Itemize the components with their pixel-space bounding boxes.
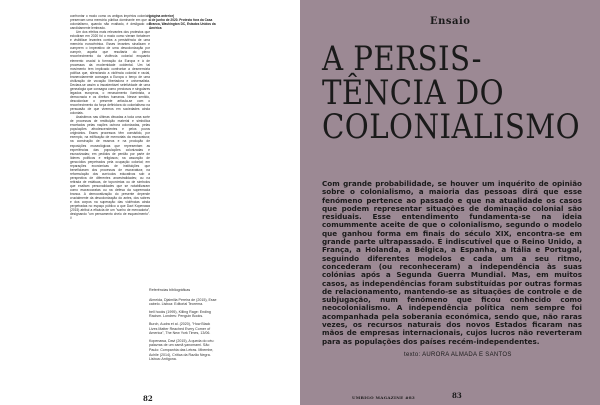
references-section bbox=[149, 288, 219, 365]
section-label: Ensaio bbox=[430, 16, 471, 27]
body-paragraph: Um dos efeitos mais relevantes dos protestos que eclodiram em 2020 foi o modo como vieram fortalecer e visibilizar levantes contra a persistência de uma memória eurocêntrica. Esses levantes sinalizam e cumprem o imperativo de uma descolonização por cumprir, aquela que resultaria do pleno reconhecimento da violência colonial enquanto elemento crucial à formação da Europa e à de processos da modernidade ocidental. Um tal movimento tem implicado confrontar a desmemória política que, silenciando a violência colonial e racial, branevolamente consagra a Europa o berço de uma civilização de vocação libertadora e universalista. Declara-se assim a insustentável seletividade de uma genealogia que consagra como preciosos e singulares legados europeus, o renascimento iluminista, a democracia e os direitos humanos. Nesse sentido, descolonizar o presente articula-se com o reconhecimento da força definidora do colonialismo na persuasão de que vivemos em sociedades ainda coloniais. bbox=[70, 30, 150, 116]
photo-caption bbox=[149, 14, 221, 30]
body-text-column bbox=[70, 14, 150, 220]
page-number-left: 82 bbox=[143, 394, 153, 403]
reference-item: Burch, Audra et al. (2020), "How Black Lives Matter Reached Every Corner of America", The New York Times, 13/06. bbox=[149, 321, 211, 336]
title-line: COLONIALISMO bbox=[322, 107, 581, 147]
body-paragraph: confrontar o modo como os antigos impérios coloniais preservam uma memória pública dominante em que o colonialismo, quando não exaltado, é desligado ou candidamente lembrado. bbox=[70, 14, 150, 31]
caption-heading: (página anterior) bbox=[149, 14, 175, 18]
lead-paragraph: Com grande probabilidade, se houver um inquérito de opinião sobre o colonialismo, a maioria das pessoas dirá que esse fenómeno pertence ao passado e que na atualidade os casos que podem representar situações de dominação colonial são residuais. Esse entendimento fundamenta-se na ideia comummente aceite de que o colonialismo, segundo o modelo que ganhou forma em finais do século XIX, encontra-se em grande parte ultrapassado. É indiscutível que o Reino Unido, a França, a Holanda, a Bélgica, a Espanha, a Itália e Portugal, seguindo diferentes modelos e cada um a seu ritmo, concederam (ou reconheceram) a independência às suas colónias após a Segunda Guerra Mundial. Mas, em muitos casos, as independências foram substituídas por outras formas de relacionamento, mantendo-se as situações de controle e de subjugação, num fenómeno que ficou conhecido como neocolonialismo. A independência política nem sempre foi acompanhada pela soberania económica, sendo que, não raras vezes, os recursos naturais dos novos Estados ficaram nas mãos de empresas internacionais, cujos lucros não reverteram para as populações dos países recém-independentes. bbox=[322, 179, 582, 346]
page-number-right: 83 bbox=[452, 391, 462, 400]
author-credit: texto: AURORA ALMADA E SANTOS bbox=[404, 352, 512, 358]
body-paragraph: Assistimos nas últimas décadas a toda uma sorte de processos de restituição material e simbólica encetados pelas nações outrora colonizadas, pelas populações afrodescendentes e pelos povos originários. Esses processos têm consistido, por exemplo, na edificação de memoriais da escravatura; na construção de museus e na produção de exposições museológicas que representam as experiências das populações colonizadas e escravizadas; em pedidos de perdão por parte de líderes políticos e religiosos; na assunção de genocídios perpetrados pela ocupação colonial; em reparações económicas de instituições que beneficiaram dos processos de escravatura; na reformulação dos currículos educativos sob a perspectiva de diferentes ancestralidades; ou na retirada de estátuas, de toponímias ou de símbolos que exaltam personalidades que se notabilizaram como escravocratas ou na defesa da supremacia branca. A democratização do presente depende crucialmente da descolonização do antes, dos sobres e dos corpos na superação das violências ainda perpetradas no espaço público a que Davi Kopenawa (2015) atribui a eficácia de um "sonho de mercadoria", designando "um pensamento cheio de esquecimento". // bbox=[70, 115, 150, 221]
reference-item: Almeida, Djaimilia Pereira de (2015), Esse cabelo. Lisboa: Editorial Teorema. bbox=[149, 297, 217, 307]
references-title: Referências bibliográficas bbox=[149, 288, 191, 292]
article-title bbox=[322, 39, 581, 147]
reference-item: bell hooks (1995), Killing Rage: Ending Racism. Londres: Penguin Books. bbox=[149, 309, 211, 319]
magazine-footer: UMBIGO MAGAZINE #83 bbox=[352, 395, 416, 400]
title-line: A PERSIS- bbox=[322, 39, 482, 79]
reference-item: Kopenawa, Davi (2015), A queda do céu: palavras de um xamã yanomami. São Paulo: Companhia das Letras. Mbembe, Achile (2014), Crítica da Razão Negra. Lisboa: Antígona. bbox=[149, 338, 215, 362]
title-line: TÊNCIA DO bbox=[322, 73, 505, 113]
caption-text: 4 de junho de 2020. Protesto fora da Casa Branca, Washington DC, Estados Unidos da América bbox=[149, 18, 216, 30]
